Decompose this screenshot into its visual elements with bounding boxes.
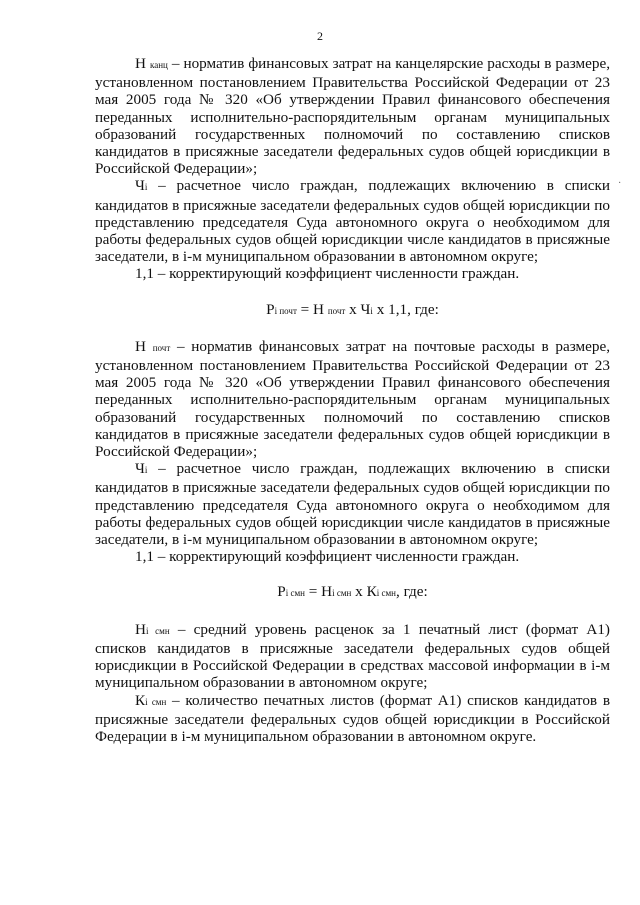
paragraph-ch-i (95, 177, 610, 265)
formula-eq: = Н (296, 300, 328, 318)
paragraph-text: – средний уровень расценок за 1 печатный лист (формат А1) списков кандидатов в присяжные заседатели федеральных судов общей юрисдикции в Российской Федерации в средствах массовой информации в i-м муниципальном образовании в автономном округе; (95, 620, 610, 692)
paragraph-text: – расчетное число граждан, подлежащих включению в списки кандидатов в присяжные заседатели федеральных судов общей юрисдикции по представлению председателя Суда автономного округа о необходимом для работы федеральных судов общей юрисдикции числе кандидатов в присяжные заседатели, в i-м муниципальном образовании в автономном округе; (95, 460, 610, 549)
paragraph-n-smn (95, 621, 610, 692)
paragraph-coefficient: 1,1 – корректирующий коэффициент численности граждан. (135, 265, 520, 283)
subscript: i смн (332, 588, 352, 599)
symbol: Н (135, 337, 146, 355)
paragraph-ch-i-2 (95, 460, 610, 548)
paragraph-text: – норматив финансовых затрат на почтовые расходы в размере, установленном постановлением Правительства Российской Федерации от 23 мая 2005 года № 320 «Об утверждении Правил финансового обеспечения переданных исполнительно-распорядительным органам муниципальных образований государственных полномочий по составлению списков кандидатов в присяжные заседатели федеральных судов общей юрисдикции в Российской Федерации»; (95, 337, 611, 461)
subscript: i смн (376, 588, 396, 599)
paragraph-coefficient-2: 1,1 – корректирующий коэффициент численности граждан. (135, 548, 520, 566)
formula-rest: , где: (395, 583, 428, 601)
subscript: канц (149, 60, 168, 70)
subscript: i почт (274, 305, 297, 316)
symbol: Н (135, 55, 146, 72)
formula-x: х Ч (345, 300, 371, 318)
document-body (95, 55, 610, 745)
symbol: Ч (135, 177, 145, 195)
paragraph-text: – количество печатных листов (формат А1) списков кандидатов в присяжные заседатели федеральных судов общей юрисдикции в Российской Федерации в i-м муниципальном образовании в автономном округе. (95, 691, 610, 745)
paragraph-k-smn (95, 692, 610, 746)
subscript: i смн (145, 625, 170, 636)
scan-mark: · (618, 178, 622, 189)
subscript: i (370, 305, 373, 316)
paragraph-n-kanc (95, 55, 610, 177)
formula-a: Р (266, 300, 275, 318)
subscript: i (144, 182, 148, 193)
formula-media (95, 583, 610, 602)
subscript: i (144, 465, 148, 476)
formula-a: Р (277, 583, 286, 601)
symbol: Ч (135, 460, 145, 478)
paragraph-text: – норматив финансовых затрат на канцелярские расходы в размере, установленном постановлением Правительства Российской Федерации от 23 мая 2005 года № 320 «Об утверждении Правил финансового обеспечения переданных исполнительно-распорядительным органам муниципальных образований государственных полномочий по составлению списков кандидатов в присяжные заседатели федеральных судов общей юрисдикции в Российской Федерации»; (95, 55, 611, 178)
paragraph-n-pocht (95, 338, 610, 460)
subscript: почт (327, 305, 346, 316)
subscript: i смн (145, 696, 167, 707)
formula-rest: х 1,1, где: (372, 300, 439, 318)
formula-eq: = Н (304, 583, 333, 601)
symbol: К (135, 691, 146, 709)
page-number: 2 (317, 29, 323, 43)
subscript: почт (152, 342, 171, 353)
subscript: i смн (285, 588, 305, 599)
paragraph-text: – расчетное число граждан, подлежащих включению в списки кандидатов в присяжные заседатели федеральных судов общей юрисдикции по представлению председателя Суда автономного округа о необходимом для работы федеральных судов общей юрисдикции числе кандидатов в присяжные заседатели, в i-м муниципальном образовании в автономном округе; (95, 177, 610, 266)
symbol: Н (135, 620, 146, 638)
formula-postal (95, 301, 610, 320)
formula-x: х К (351, 583, 377, 601)
